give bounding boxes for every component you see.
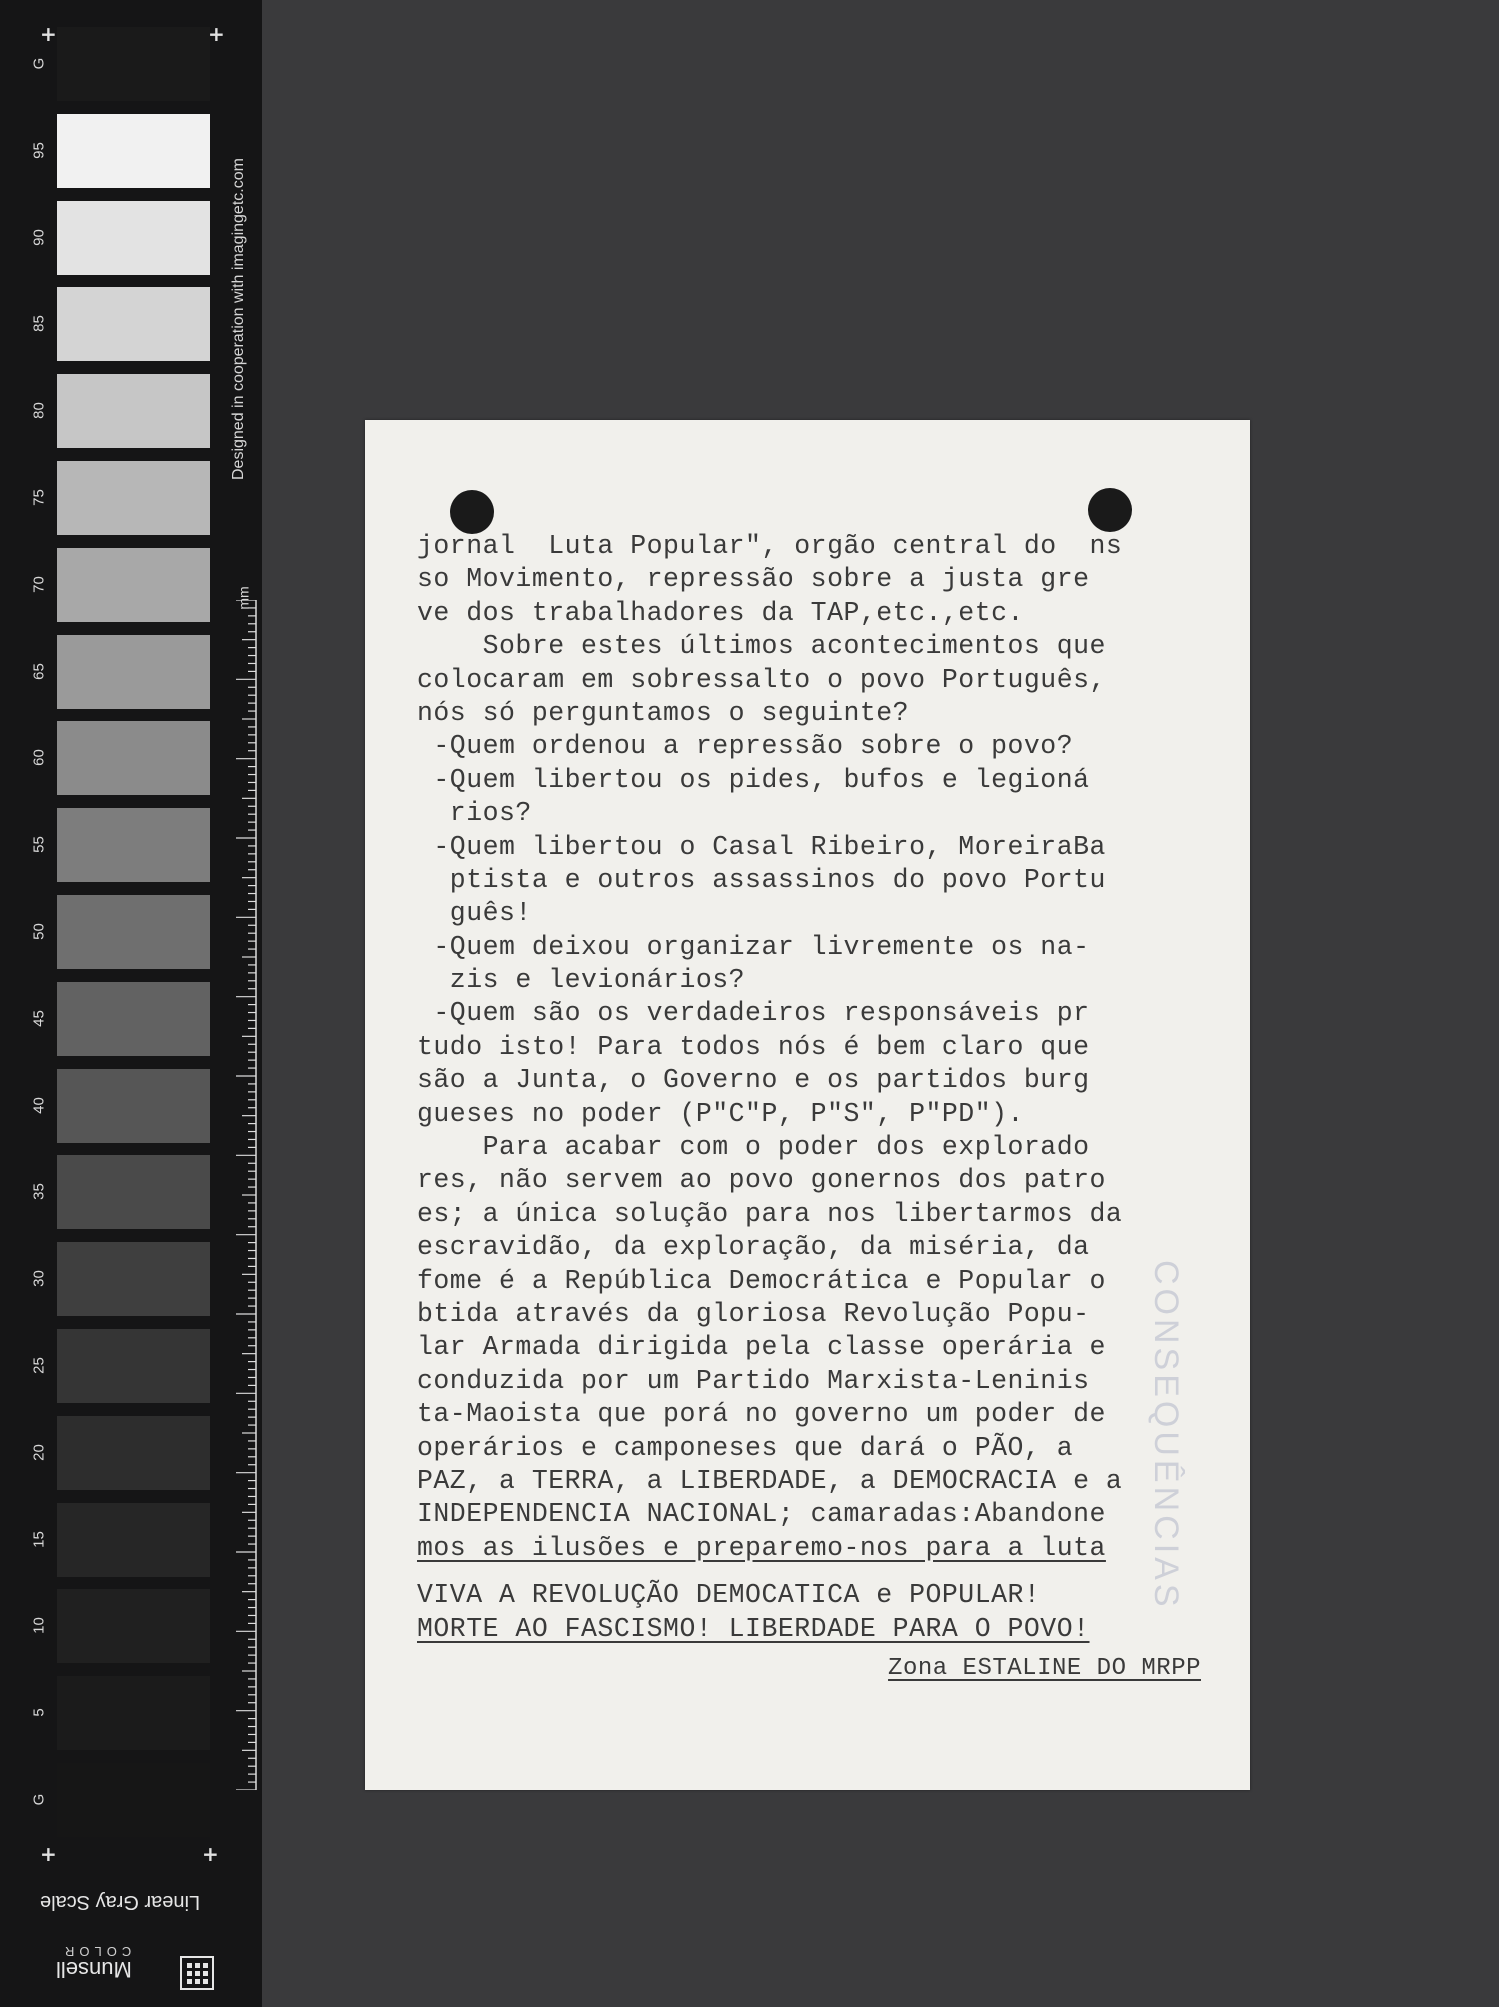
gray-swatch bbox=[57, 895, 210, 969]
typed-line: lar Armada dirigida pela classe operária e bbox=[417, 1332, 1106, 1363]
unit-label: mm bbox=[235, 586, 252, 610]
gray-swatch bbox=[57, 1763, 210, 1837]
gray-step-label: 60 bbox=[30, 749, 48, 767]
gray-step-label: 85 bbox=[30, 315, 48, 333]
gray-step-label: G bbox=[30, 1793, 48, 1806]
gray-swatch bbox=[57, 1676, 210, 1750]
gray-swatch bbox=[57, 1155, 210, 1229]
gray-step-label: 15 bbox=[30, 1530, 48, 1548]
typed-line: nós só perguntamos o seguinte? bbox=[417, 697, 910, 728]
gray-step-label: 50 bbox=[30, 923, 48, 940]
typed-line: rios? bbox=[417, 798, 532, 829]
gray-step-label: G bbox=[30, 57, 48, 70]
typed-line: Sobre estes últimos acontecimentos que bbox=[417, 631, 1106, 662]
typed-line: so Movimento, repressão sobre a justa gre bbox=[417, 564, 1090, 595]
gray-step-label: 10 bbox=[30, 1617, 48, 1635]
brand-block bbox=[20, 1890, 240, 2000]
typed-line: são a Junta, o Governo e os partidos burg bbox=[417, 1065, 1090, 1096]
typed-line: tudo isto! Para todos nós é bem claro que bbox=[417, 1031, 1090, 1062]
gray-swatch bbox=[57, 721, 210, 795]
gray-swatch bbox=[57, 461, 210, 535]
gray-step-label: 55 bbox=[30, 836, 48, 854]
gray-step-label: 95 bbox=[30, 141, 48, 159]
gray-swatch bbox=[57, 982, 210, 1056]
typed-line: res, não servem ao povo gonernos dos patro bbox=[417, 1165, 1106, 1196]
typed-line: mos as ilusões e preparemo-nos para a luta bbox=[417, 1532, 1106, 1563]
bleed-through-text: CONSEQUÊNCIAS bbox=[1147, 1260, 1185, 1611]
document-body bbox=[417, 530, 1217, 1685]
typed-line: -Quem são os verdadeiros responsáveis pr bbox=[417, 998, 1090, 1029]
gray-step-label: 20 bbox=[30, 1443, 48, 1461]
gray-step-label: 25 bbox=[30, 1357, 48, 1374]
plus-mark-top-left: + bbox=[40, 22, 57, 46]
gray-step-label: 80 bbox=[30, 402, 48, 420]
typed-line: ptista e outros assassinos do povo Portu bbox=[417, 864, 1106, 895]
typed-line: conduzida por um Partido Marxista-Leninis bbox=[417, 1365, 1090, 1396]
gray-swatch bbox=[57, 635, 210, 709]
typed-line: colocaram em sobressalto o povo Português, bbox=[417, 664, 1106, 695]
gray-step-label: 40 bbox=[30, 1096, 48, 1114]
gray-step-label: 35 bbox=[30, 1183, 48, 1201]
gray-swatch bbox=[57, 548, 210, 622]
typed-line: PAZ, a TERRA, a LIBERDADE, a DEMOCRACIA e a bbox=[417, 1465, 1123, 1496]
scale-title: Linear Gray Scale bbox=[40, 1891, 201, 1913]
typed-line: operários e camponeses que dará o PÃO, a bbox=[417, 1432, 1074, 1463]
gray-swatch bbox=[57, 1503, 210, 1577]
gray-swatch bbox=[57, 1329, 210, 1403]
gray-step-label: 5 bbox=[30, 1708, 48, 1717]
typed-line: -Quem libertou o Casal Ribeiro, MoreiraBa bbox=[417, 831, 1106, 862]
typed-line: ve dos trabalhadores da TAP,etc.,etc. bbox=[417, 597, 1024, 628]
gray-swatch bbox=[57, 808, 210, 882]
punch-hole-left bbox=[450, 490, 494, 534]
typed-line: ta-Maoista que porá no governo um poder de bbox=[417, 1399, 1106, 1430]
gray-step-label: 30 bbox=[30, 1270, 48, 1288]
typed-line: gueses no poder (P"C"P, P"S", P"PD"). bbox=[417, 1098, 1024, 1129]
plus-mark-top-right: + bbox=[208, 22, 225, 46]
typed-document bbox=[365, 420, 1250, 1790]
gray-step-label: 75 bbox=[30, 489, 48, 506]
gray-swatch bbox=[57, 1589, 210, 1663]
gray-swatch bbox=[57, 201, 210, 275]
typed-line: guês! bbox=[417, 898, 532, 929]
typed-line: INDEPENDENCIA NACIONAL; camaradas:Abandone bbox=[417, 1499, 1106, 1530]
brand-sub: COLOR bbox=[60, 1944, 132, 1959]
typed-line: Para acabar com o poder dos explorado bbox=[417, 1132, 1090, 1163]
typed-line: -Quem ordenou a repressão sobre o povo? bbox=[417, 731, 1074, 762]
gray-step-label: 45 bbox=[30, 1009, 48, 1027]
gray-swatch bbox=[57, 374, 210, 448]
munsell-logo-icon bbox=[180, 1956, 214, 1990]
slogan-line: MORTE AO FASCISMO! LIBERDADE PARA O POVO! bbox=[417, 1613, 1090, 1644]
typed-line: jornal Luta Popular", orgão central do ns bbox=[417, 531, 1123, 561]
typed-line: zis e levionários? bbox=[417, 965, 746, 996]
gray-step-label: 70 bbox=[30, 575, 48, 593]
plus-mark-bottom-right: + bbox=[202, 1842, 219, 1866]
plus-mark-bottom-left: + bbox=[40, 1842, 57, 1866]
typed-line: es; a única solução para nos libertarmos da bbox=[417, 1198, 1123, 1229]
typed-lines bbox=[417, 530, 1217, 1565]
slogan-line: VIVA A REVOLUÇÃO DEMOCATICA e POPULAR! bbox=[417, 1580, 1041, 1611]
signature-line: Zona ESTALINE DO MRPP bbox=[888, 1654, 1201, 1682]
gray-swatch bbox=[57, 287, 210, 361]
gray-swatch bbox=[57, 1242, 210, 1316]
credit-anchor bbox=[228, 158, 252, 484]
typed-line: btida através da gloriosa Revolução Popu- bbox=[417, 1298, 1090, 1329]
gray-swatch bbox=[57, 114, 210, 188]
gray-scale-card bbox=[0, 0, 262, 2007]
typed-line: escravidão, da exploração, da miséria, da bbox=[417, 1232, 1090, 1263]
gray-swatch bbox=[57, 27, 210, 101]
gray-swatch bbox=[57, 1069, 210, 1143]
gray-swatch bbox=[57, 1416, 210, 1490]
millimeter-ruler bbox=[228, 600, 258, 1790]
brand-name: Munsell bbox=[56, 1957, 132, 1982]
punch-hole-right bbox=[1088, 488, 1132, 532]
spacer bbox=[417, 1565, 1217, 1579]
typed-line: fome é a República Democrática e Popular o bbox=[417, 1265, 1106, 1296]
gray-step-label: 65 bbox=[30, 662, 48, 680]
credit-text: Designed in cooperation with imagingetc.com bbox=[230, 158, 247, 480]
gray-step-label: 90 bbox=[30, 228, 48, 246]
typed-line: -Quem libertou os pides, bufos e legioná bbox=[417, 764, 1090, 795]
typed-line: -Quem deixou organizar livremente os na- bbox=[417, 931, 1090, 962]
